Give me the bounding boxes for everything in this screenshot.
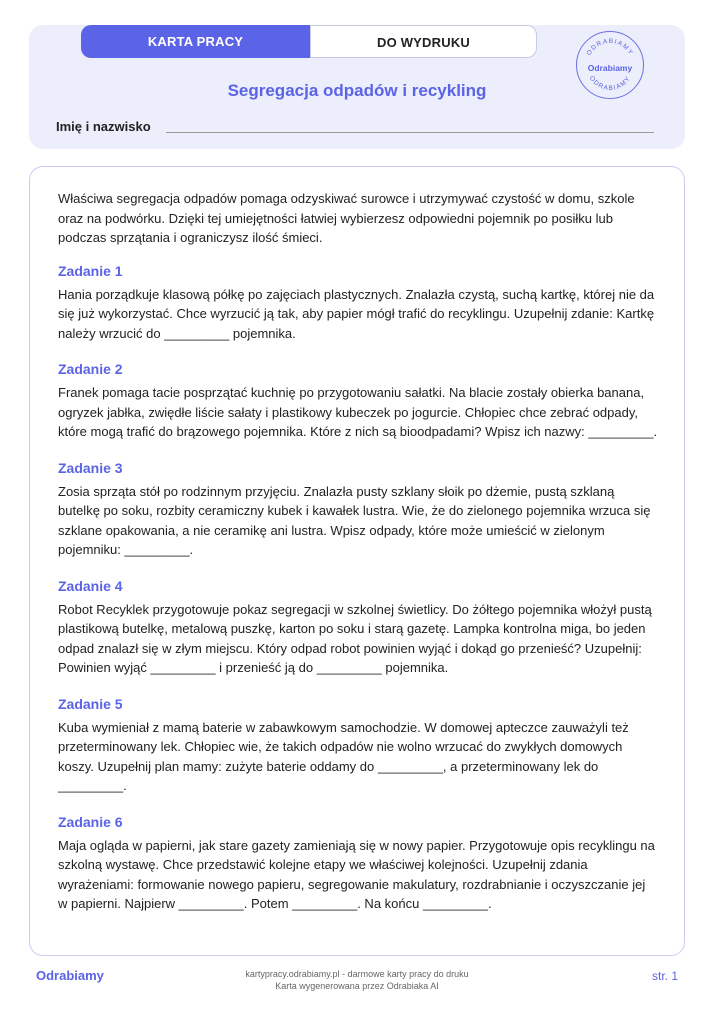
stamp-center-label: Odrabiamy (587, 63, 633, 73)
task-text: Hania porządkuje klasową półkę po zajęciach plastycznych. Znalazła czystą, suchą kartkę, której nie da się już wykorzystać. Chce wyrzucić ją tak, aby papier mógł trafić do recyklingu. Uzupełnij zdanie: Kartkę należy wrzucić do _________ pojemnika. (58, 286, 655, 341)
page-title: Segregacja odpadów i recykling (227, 81, 487, 100)
page-number: str. 1 (651, 969, 678, 983)
task-title: Zadanie 4 (58, 577, 123, 594)
tab-karta-pracy[interactable]: KARTA PRACY (81, 25, 310, 58)
task-text: Zosia sprząta stół po rodzinnym przyjęciu. Znalazła pusty szklany słoik po dżemie, pustą szklaną butelkę po soku, rozbity ceramiczny kubek i kawałek lustra. Wie, że do zielonego pojemnika wrzuca się szklane opakowania, a nie ceramikę ani lustra. Wpisz odpady, które może umieścić w zielonym pojemniku: _________. (58, 483, 651, 557)
tab-do-wydruku[interactable]: DO WYDRUKU (310, 25, 537, 58)
task-2 (58, 360, 658, 442)
task-title: Zadanie 3 (58, 459, 123, 476)
name-label: Imię i nazwisko (56, 119, 151, 134)
footer-logo[interactable]: Odrabiamy (36, 968, 104, 983)
footer-site-link[interactable]: kartypracy.odrabiamy.pl - darmowe karty pracy do druku (245, 969, 469, 979)
task-text: Franek pomaga tacie posprzątać kuchnię po przygotowaniu sałatki. Na blacie zostały obierka banana, ogryzek jabłka, zwiędłe liście sałaty i plastikowy kubeczek po jogurcie. Chłopiec chce zebrać odpady, które mogą trafić do brązowego pojemnika. Które z nich są bioodpadami? Wpisz ich nazwy: _________. (58, 385, 658, 439)
task-title: Zadanie 6 (58, 813, 123, 830)
name-input-line[interactable] (166, 132, 654, 133)
task-text: Maja ogląda w papierni, jak stare gazety zamieniają się w nowy papier. Przygotowuje opis recyklingu na szkolną wystawę. Chce przedstawić kolejne etapy we właściwej kolejności. Uzupełnij zdania wyrażeniami: formowanie nowego papieru, segregowanie makulatury, rozdrabnianie i oczyszczanie jej w papierni. Najpierw _________. Potem _________. Na końcu _________. (58, 837, 655, 911)
worksheet-content (29, 166, 685, 956)
task-5 (58, 695, 658, 796)
worksheet-header (29, 25, 685, 149)
task-title: Zadanie 1 (58, 262, 123, 279)
intro-paragraph: Właściwa segregacja odpadów pomaga odzyskiwać surowce i utrzymywać czystość w domu, szkole oraz na podwórku. Dzięki tej umiejętności łatwiej wybierzesz odpowiedni pojemnik po posiłku lub podczas sprzątania i ograniczysz ilość śmieci. (58, 191, 635, 245)
task-4 (58, 577, 658, 678)
footer-generated-note: Karta wygenerowana przez Odrabiaka AI (275, 981, 439, 991)
svg-text:ODRABIAMY (586, 38, 635, 57)
task-6 (58, 813, 658, 914)
task-text: Kuba wymieniał z mamą baterie w zabawkowym samochodzie. W domowej apteczce zauważyli też przeterminowany lek. Chłopiec wie, że takich odpadów nie wolno wrzucać do zwykłych domowych koszy. Uzupełnij plan mamy: zużyte baterie oddamy do _________, a przeterminowany lek do _________. (58, 719, 629, 793)
task-title: Zadanie 5 (58, 695, 123, 712)
stamp-bottom-text: ODRABIAMY (587, 74, 633, 93)
task-1 (58, 262, 658, 344)
task-text: Robot Recyklek przygotowuje pokaz segregacji w szkolnej świetlicy. Do żółtego pojemnika włożył pustą plastikową butelkę, metalową puszkę, karton po soku i starą gazetę. Lampka kontrolna miga, bo jeden odpad znalazł się w złym miejscu. Który odpad robot powinien wyjąć i dokąd go przenieść? Uzupełnij: Powinien wyjąć _________ i przenieść ją do _________ pojemnika. (58, 601, 652, 675)
footer-info (207, 968, 507, 992)
stamp-top-text: ODRABIAMY (585, 37, 635, 57)
task-3 (58, 459, 658, 560)
task-title: Zadanie 2 (58, 361, 123, 377)
